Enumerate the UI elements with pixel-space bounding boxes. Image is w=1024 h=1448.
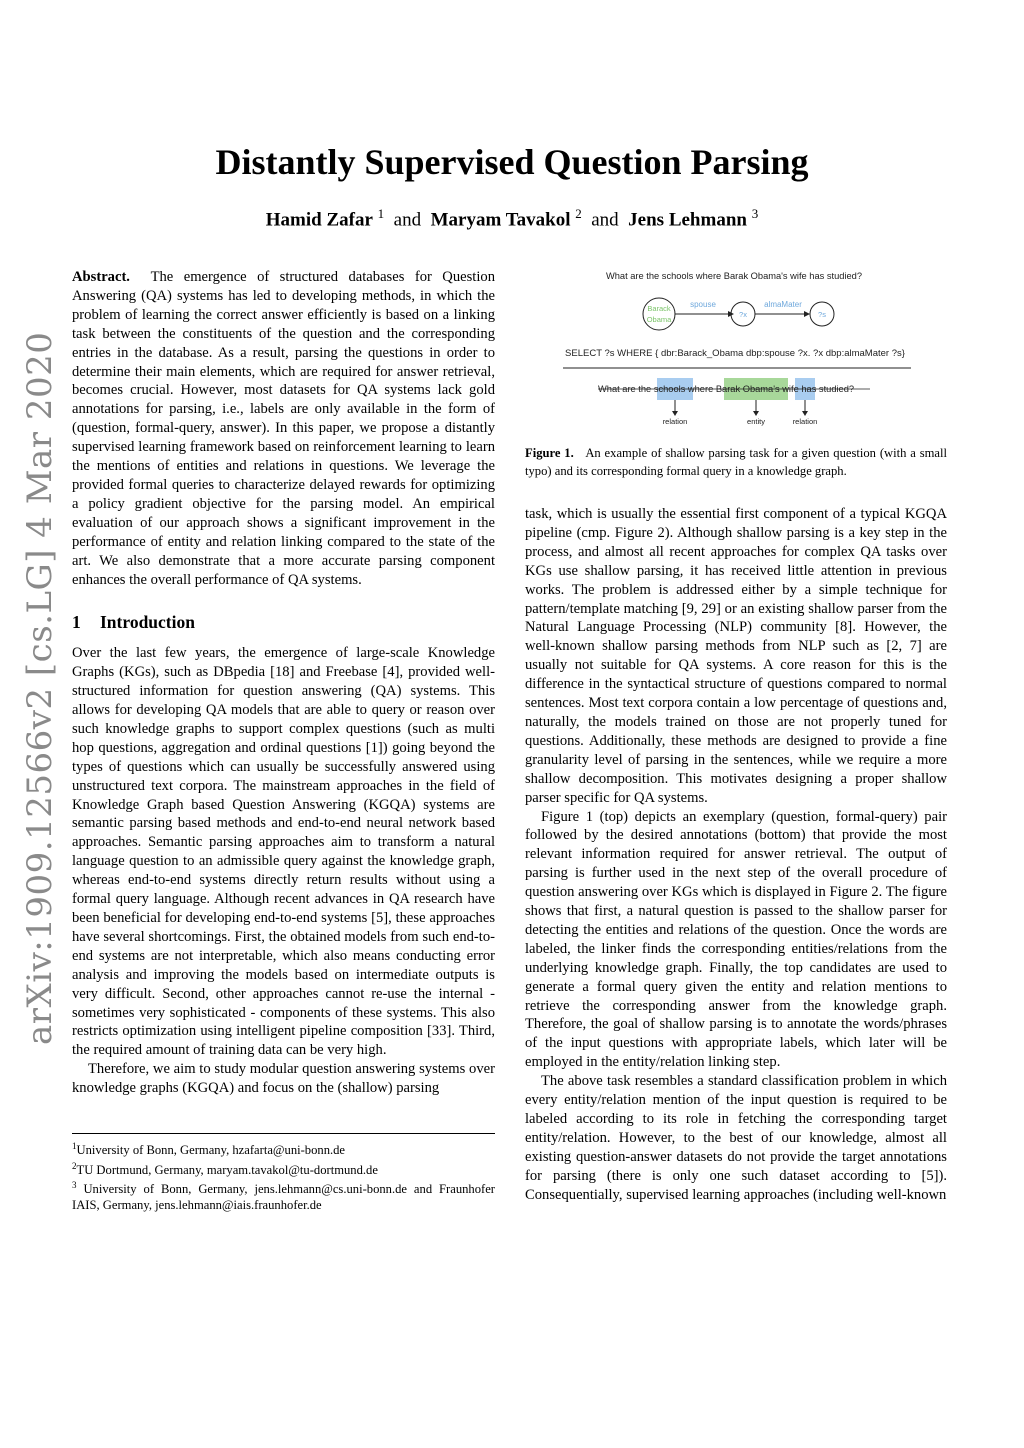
author-separator: and	[393, 209, 422, 231]
annotated-segment: What are the	[598, 384, 654, 394]
footnote	[72, 1178, 495, 1213]
footnote-mark: 3	[72, 1180, 77, 1191]
author-name: Maryam Tavakol	[430, 209, 571, 231]
intro-paragraph: Therefore, we aim to study modular question answering systems over knowledge graphs (KGQA) and focus on the (shallow) parsing	[72, 1061, 495, 1097]
caption-label: Figure 1.	[525, 446, 574, 460]
footnote-text: University of Bonn, Germany, jens.lehmann@cs.uni-bonn.de and Fraunhofer IAIS, Germany, jens.lehmann@iais.fraunhofer.de	[72, 1182, 495, 1213]
body-paragraph: The above task resembles a standard classification problem in which every entity/relation mention of the input question is required to be labeled according to its role in fetching the corresponding target entity/relation. However, to the best of our knowledge, almost all existing question-answer datasets do not provide the target annotations for parsing (there is only one such dataset according to [5]). Consequentially, supervised learning approaches (including well-known	[525, 1073, 947, 1203]
footnote-mark: 2	[72, 1160, 77, 1171]
arrowhead-icon	[802, 411, 808, 416]
footnote-text: TU Dortmund, Germany, maryam.tavakol@tu-dortmund.de	[76, 1162, 378, 1177]
abstract	[72, 268, 495, 589]
edge-label-spouse: spouse	[690, 300, 716, 309]
section-heading	[72, 613, 495, 632]
node-x-label: ?x	[739, 310, 747, 319]
footnote-mark: 1	[72, 1141, 77, 1151]
author-affiliation-mark: 1	[377, 206, 385, 221]
annotated-segment: where	[685, 384, 716, 394]
label-relation: relation	[662, 417, 688, 426]
section-title: Introduction	[100, 612, 195, 633]
author-list	[0, 206, 1024, 231]
label-relation: relation	[792, 417, 818, 426]
footnote	[72, 1159, 495, 1179]
author-name: Hamid Zafar	[265, 209, 373, 231]
author-name: Jens Lehmann	[628, 209, 747, 231]
figure-question-text: What are the schools where Barak Obama's wife has studied?	[605, 271, 863, 281]
figure-caption	[525, 444, 947, 480]
right-column	[525, 505, 947, 1205]
figure-1-diagram	[558, 262, 918, 432]
annotated-entity-obama: Barak Obama	[715, 384, 774, 394]
caption-text: An example of shallow parsing task for a given question (with a small typo) and its corresponding formal query in a knowledge graph.	[525, 446, 947, 478]
edge-label-almamater: almaMater	[764, 300, 802, 309]
footnote	[72, 1139, 495, 1159]
abstract-label: Abstract.	[72, 269, 130, 285]
sparql-query-text: SELECT ?s WHERE { dbr:Barack_Obama dbp:spouse ?x. ?x dbp:almaMater ?s}	[565, 348, 905, 359]
graph-node-obama	[643, 298, 675, 330]
annotated-segment: has studied?	[798, 384, 855, 394]
footnotes	[72, 1139, 495, 1214]
intro-paragraph: Over the last few years, the emergence of large-scale Knowledge Graphs (KGs), such as DBpedia [18] and Freebase [4], provided well-structured information for question answering (QA) systems. This allows for developing QA models that are able to query or reason over such knowledge graphs to support complex questions (such as multi hop questions, aggregation and ordinal questions [1]) going beyond the types of questions which can usually be successfully answered using unstructured text corpora. The mainstream approaches in the field of Knowledge Graph based Question Answering (KGQA) systems are semantic parsing based methods and end-to-end neural network based approaches. Semantic parsing approaches aim to transform a natural language question to an admissible query against the knowledge graph, whereas end-to-end systems directly return results without using a formal query language. Although recent advances in QA research have been beneficial for developing end-to-end systems [5], these approaches have several shortcomings. First, the obtained models from such end-to-end systems are not interpretable, which also means conducting error analysis and improving the models based on intermediate outputs is very difficult. Second, other approaches cannot re-use the internal - sometimes very sophisticated - components of these systems. This also restricts optimization using intelligent pipeline composition [33]. Third, the required amount of training data can be very high.	[72, 645, 495, 1059]
abstract-text: The emergence of structured databases for Question Answering (QA) systems has led to developing methods, in which the problem of learning the correct answer efficiently is based on a linking task between the constituents of the question and the corresponding entries in the database. As a result, parsing the questions in order to determine their main elements, which are required for answer retrieval, becomes crucial. However, most datasets for QA systems lack gold annotations for parsing, i.e., labels are only available in the form of (question, formal-query, answer). In this paper, we propose a distantly supervised learning framework based on reinforcement learning to learn the mentions of entities and relations in questions. We leverage the provided formal queries to characterize delayed rewards for optimizing a policy gradient objective for the parsing model. An empirical evaluation of our approach shows a significant improvement in the performance of entity and relation linking compared to the state of the art. We also demonstrate that a more accurate parsing component enhances the overall performance of QA systems.	[72, 269, 495, 588]
arrowhead-icon	[753, 411, 759, 416]
arrowhead-icon	[804, 311, 810, 317]
annotated-relation-schools: schools	[653, 384, 686, 394]
body-paragraph: Figure 1 (top) depicts an exemplary (question, formal-query) pair followed by the desired annotations (bottom) that provide the most relevant information required for answer retrieval. The output of parsing is further used in the next step of the overall procedure of question answering over KGs which is displayed in Figure 2. The figure shows that first, a natural question is passed to the shallow parser for detecting the entities and relations of the question. Once the words are labeled, the linker finds the corresponding entities/relations from the underlying knowledge graph. Finally, the top candidates are used to generate a formal query given the entity and relation mentions to retrieve the corresponding answer from the knowledge graph. Therefore, the goal of shallow parsing is to annotate the words/phrases of the input questions with appropriate labels, which later will be employed in the entity/relation linking step.	[525, 808, 947, 1071]
arrowhead-icon	[672, 411, 678, 416]
body-paragraph: task, which is usually the essential first component of a typical KGQA pipeline (cmp. Figure 2). Although shallow parsing is a key step in the process, and almost all recent approaches for complex QA tasks over KGs use shallow parsing, it has received little attention in previous works. The problem is addressed either by a simple technique for pattern/template matching [9, 29] or an existing shallow parser from the Natural Language Processing (NLP) community [8]. However, the well-known shallow parsing methods from NLP such as [2, 7] are usually not suitable for QA systems. A core reason for this is the difference in the syntactical structure of questions compared to normal sentences. Most text corpora contain a low percentage of questions and, naturally, the models trained on those are not properly tuned for questions. Additionally, these methods are designed to provide a fine granularity level of parsing in the sentences, while we require a more shallow decomposition. This motivates designing a proper shallow parser specific for QA systems.	[525, 506, 947, 806]
annotated-segment: 's	[773, 384, 783, 394]
annotated-relation-wife: wife	[782, 384, 799, 394]
left-column	[72, 268, 495, 1098]
author-affiliation-mark: 3	[751, 206, 759, 221]
author-separator: and	[591, 209, 619, 231]
label-entity: entity	[747, 417, 765, 426]
node-s-label: ?s	[818, 310, 826, 319]
author-affiliation-mark: 2	[575, 206, 582, 221]
paper-title: Distantly Supervised Question Parsing	[215, 142, 809, 182]
arxiv-identifier: arXiv:1909.12566v2 [cs.LG] 4 Mar 2020	[20, 331, 60, 1045]
footnote-rule	[72, 1133, 495, 1134]
node-obama-line1: Barack	[647, 304, 671, 313]
footnote-text: University of Bonn, Germany, hzafarta@uni-bonn.de	[76, 1143, 346, 1158]
section-number: 1	[72, 612, 81, 633]
node-obama-line2: Obama	[646, 315, 672, 324]
